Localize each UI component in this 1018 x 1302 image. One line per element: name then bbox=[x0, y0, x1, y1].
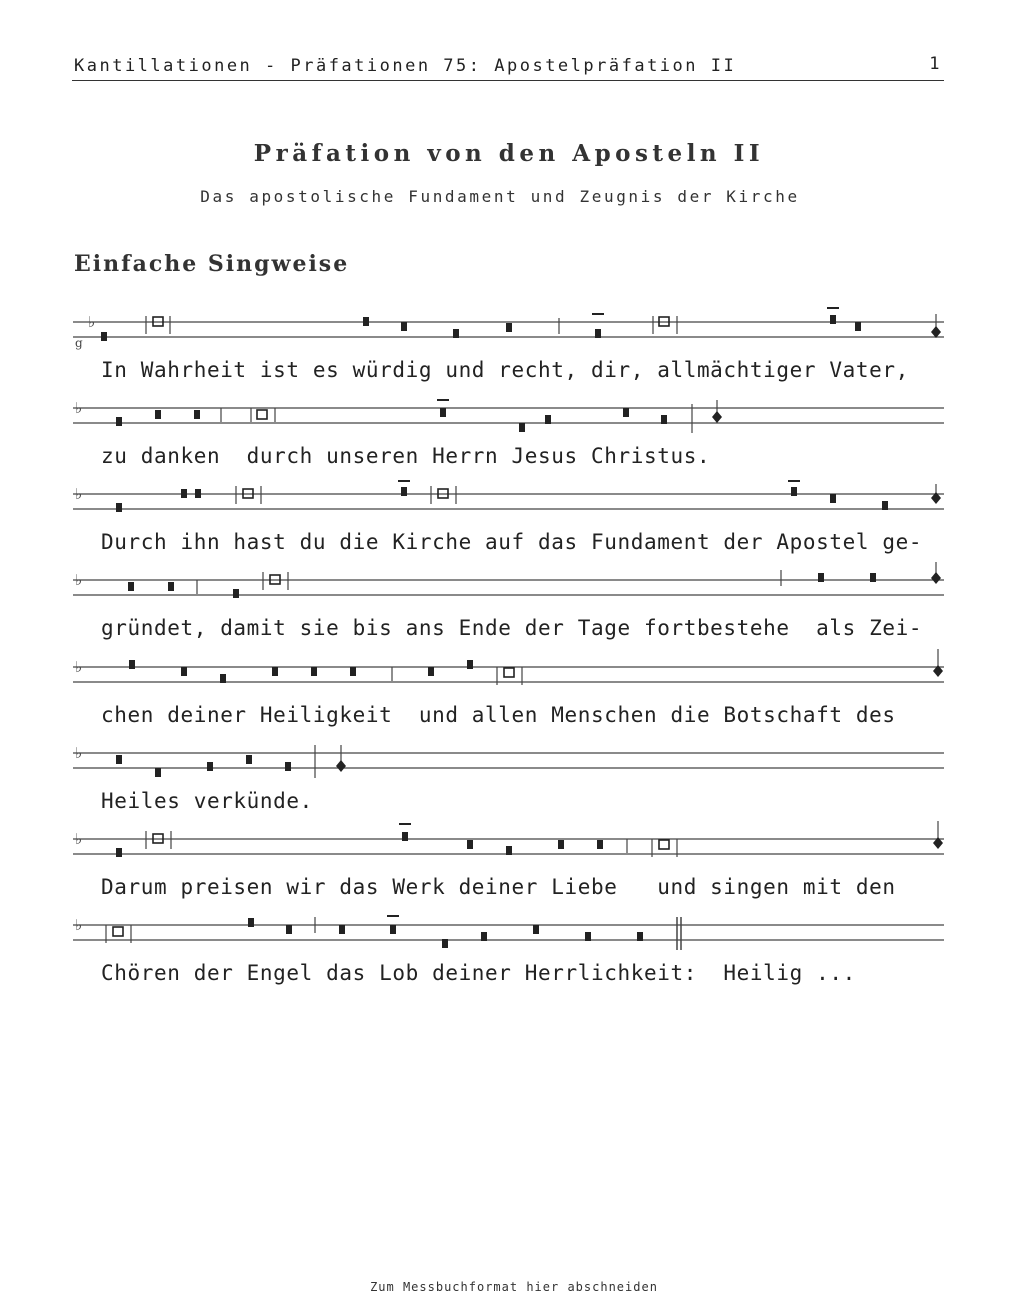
svg-text:♭: ♭ bbox=[75, 485, 83, 503]
running-header bbox=[72, 54, 944, 81]
svg-text:g: g bbox=[75, 336, 83, 350]
lyric-line: Darum preisen wir das Werk deiner Liebe und singen mit den bbox=[101, 875, 896, 899]
staff-notation bbox=[0, 386, 1018, 446]
music-system bbox=[0, 731, 1018, 831]
page-number: 1 bbox=[929, 54, 942, 74]
lyric-line: Heiles verkünde. bbox=[101, 789, 313, 813]
staff-notation bbox=[0, 817, 1018, 877]
footer-note: Zum Messbuchformat hier abschneiden bbox=[370, 1280, 658, 1294]
staff-notation bbox=[0, 472, 1018, 532]
svg-text:♭: ♭ bbox=[75, 916, 83, 934]
music-system bbox=[0, 645, 1018, 745]
music-system bbox=[0, 300, 1018, 400]
music-system bbox=[0, 386, 1018, 486]
svg-text:♭: ♭ bbox=[75, 399, 83, 417]
document-subtitle: Das apostolische Fundament und Zeugnis der Kirche bbox=[200, 187, 800, 206]
music-system bbox=[0, 817, 1018, 917]
staff-notation bbox=[0, 558, 1018, 618]
lyric-line: gründet, damit sie bis ans Ende der Tage fortbestehe als Zei- bbox=[101, 616, 923, 640]
staff-notation bbox=[0, 645, 1018, 705]
lyric-line: chen deiner Heiligkeit und allen Menschen die Botschaft des bbox=[101, 703, 896, 727]
running-header-title: Kantillationen - Präfationen 75: Apostelpräfation II bbox=[74, 56, 737, 76]
staff-notation bbox=[0, 731, 1018, 791]
music-system bbox=[0, 558, 1018, 658]
document-title: Präfation von den Aposteln II bbox=[253, 140, 765, 167]
lyric-line: In Wahrheit ist es würdig und recht, dir, allmächtiger Vater, bbox=[101, 358, 909, 382]
svg-text:♭: ♭ bbox=[75, 658, 83, 676]
svg-text:♭: ♭ bbox=[88, 313, 96, 331]
lyric-line: Chören der Engel das Lob deiner Herrlichkeit: Heilig ... bbox=[101, 961, 856, 985]
lyric-line: Durch ihn hast du die Kirche auf das Fundament der Apostel ge- bbox=[101, 530, 923, 554]
lyric-line: zu danken durch unseren Herrn Jesus Christus. bbox=[101, 444, 711, 468]
music-system bbox=[0, 903, 1018, 1003]
staff-notation bbox=[0, 903, 1018, 963]
svg-text:♭: ♭ bbox=[75, 830, 83, 848]
svg-text:♭: ♭ bbox=[75, 744, 83, 762]
svg-text:♭: ♭ bbox=[75, 571, 83, 589]
music-system bbox=[0, 472, 1018, 572]
section-heading: Einfache Singweise bbox=[74, 251, 350, 277]
staff-notation bbox=[0, 300, 1018, 360]
